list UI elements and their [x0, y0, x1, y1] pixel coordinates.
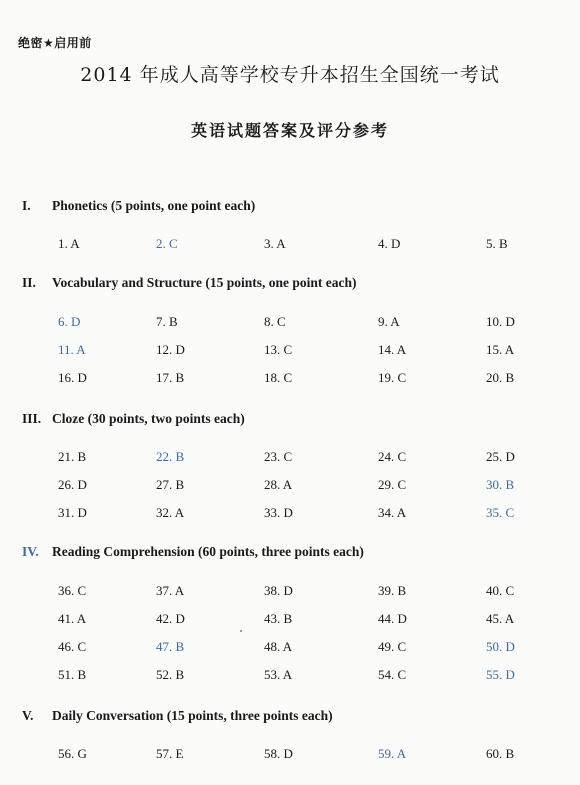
answer-item: 16. D	[58, 370, 87, 385]
section-number: II.	[22, 275, 36, 290]
section-title: Daily Conversation (15 points, three points each)	[52, 708, 333, 723]
answer-item: 13. C	[264, 342, 293, 357]
answer-item: 41. A	[58, 611, 87, 626]
answer-item: 36. C	[58, 583, 87, 598]
section-title: Cloze (30 points, two points each)	[52, 411, 245, 426]
answer-row	[0, 639, 580, 657]
exam-title: 2014 年成人高等学校专升本招生全国统一考试	[80, 64, 500, 86]
section-title: Reading Comprehension (60 points, three points each)	[52, 544, 364, 559]
answer-item: 5. B	[486, 236, 508, 251]
document-subtitle: 英语试题答案及评分参考	[190, 121, 389, 140]
answer-item: 54. C	[378, 667, 407, 682]
answer-item: 59. A	[378, 746, 407, 761]
answer-item: 29. C	[378, 477, 407, 492]
answer-item: 28. A	[264, 477, 293, 492]
section-number: V.	[22, 708, 34, 723]
answer-item: 19. C	[378, 370, 407, 385]
answer-item: 46. C	[58, 639, 87, 654]
section-heading-phonetics	[22, 198, 255, 214]
section-title: Vocabulary and Structure (15 points, one point each)	[52, 275, 357, 290]
answer-item: 30. B	[486, 477, 515, 492]
answer-row	[0, 667, 580, 685]
answer-item: 26. D	[58, 477, 87, 492]
answer-item: 44. D	[378, 611, 407, 626]
answer-row	[0, 477, 580, 495]
answer-item: 58. D	[264, 746, 293, 761]
answer-row	[0, 314, 580, 332]
answer-item: 56. G	[58, 746, 87, 761]
answer-row	[0, 342, 580, 360]
answer-item: 51. B	[58, 667, 87, 682]
answer-item: 8. C	[264, 314, 286, 329]
scan-speck	[240, 630, 242, 632]
confidential-label: 绝密★启用前	[18, 36, 92, 50]
answer-item: 43. B	[264, 611, 293, 626]
answer-item: 15. A	[486, 342, 515, 357]
section-heading-conversation	[22, 708, 333, 724]
answer-item: 11. A	[58, 342, 86, 357]
answer-item: 4. D	[378, 236, 401, 251]
section-heading-cloze	[22, 411, 245, 427]
answer-item: 25. D	[486, 449, 515, 464]
answer-row	[0, 505, 580, 523]
answer-item: 40. C	[486, 583, 515, 598]
answer-row	[0, 611, 580, 629]
answer-item: 53. A	[264, 667, 293, 682]
answer-item: 38. D	[264, 583, 293, 598]
answer-row	[0, 449, 580, 467]
answer-item: 27. B	[156, 477, 185, 492]
answer-row	[0, 236, 580, 254]
answer-item: 31. D	[58, 505, 87, 520]
answer-row	[0, 370, 580, 388]
answer-item: 42. D	[156, 611, 185, 626]
answer-item: 35. C	[486, 505, 515, 520]
answer-item: 50. D	[486, 639, 515, 654]
answer-item: 17. B	[156, 370, 185, 385]
section-heading-vocabulary	[22, 275, 357, 291]
answer-item: 14. A	[378, 342, 407, 357]
answer-item: 22. B	[156, 449, 185, 464]
answer-item: 23. C	[264, 449, 293, 464]
answer-item: 21. B	[58, 449, 87, 464]
section-heading-reading	[22, 544, 364, 560]
answer-item: 47. B	[156, 639, 185, 654]
answer-row	[0, 583, 580, 601]
answer-item: 52. B	[156, 667, 185, 682]
answer-item: 6. D	[58, 314, 81, 329]
answer-item: 60. B	[486, 746, 515, 761]
answer-item: 2. C	[156, 236, 178, 251]
answer-item: 32. A	[156, 505, 185, 520]
answer-item: 24. C	[378, 449, 407, 464]
answer-item: 45. A	[486, 611, 515, 626]
answer-item: 10. D	[486, 314, 515, 329]
answer-item: 49. C	[378, 639, 407, 654]
answer-item: 55. D	[486, 667, 515, 682]
answer-item: 39. B	[378, 583, 407, 598]
answer-item: 57. E	[156, 746, 184, 761]
section-title: Phonetics (5 points, one point each)	[52, 198, 256, 213]
answer-item: 37. A	[156, 583, 185, 598]
answer-item: 1. A	[58, 236, 80, 251]
answer-item: 20. B	[486, 370, 515, 385]
answer-item: 48. A	[264, 639, 293, 654]
answer-row	[0, 746, 580, 764]
answer-item: 18. C	[264, 370, 293, 385]
answer-item: 34. A	[378, 505, 407, 520]
section-number: IV.	[22, 544, 39, 559]
answer-item: 9. A	[378, 314, 400, 329]
answer-item: 3. A	[264, 236, 286, 251]
answer-item: 7. B	[156, 314, 178, 329]
section-number: I.	[22, 198, 31, 213]
answer-item: 33. D	[264, 505, 293, 520]
answer-item: 12. D	[156, 342, 185, 357]
section-number: III.	[22, 411, 42, 426]
